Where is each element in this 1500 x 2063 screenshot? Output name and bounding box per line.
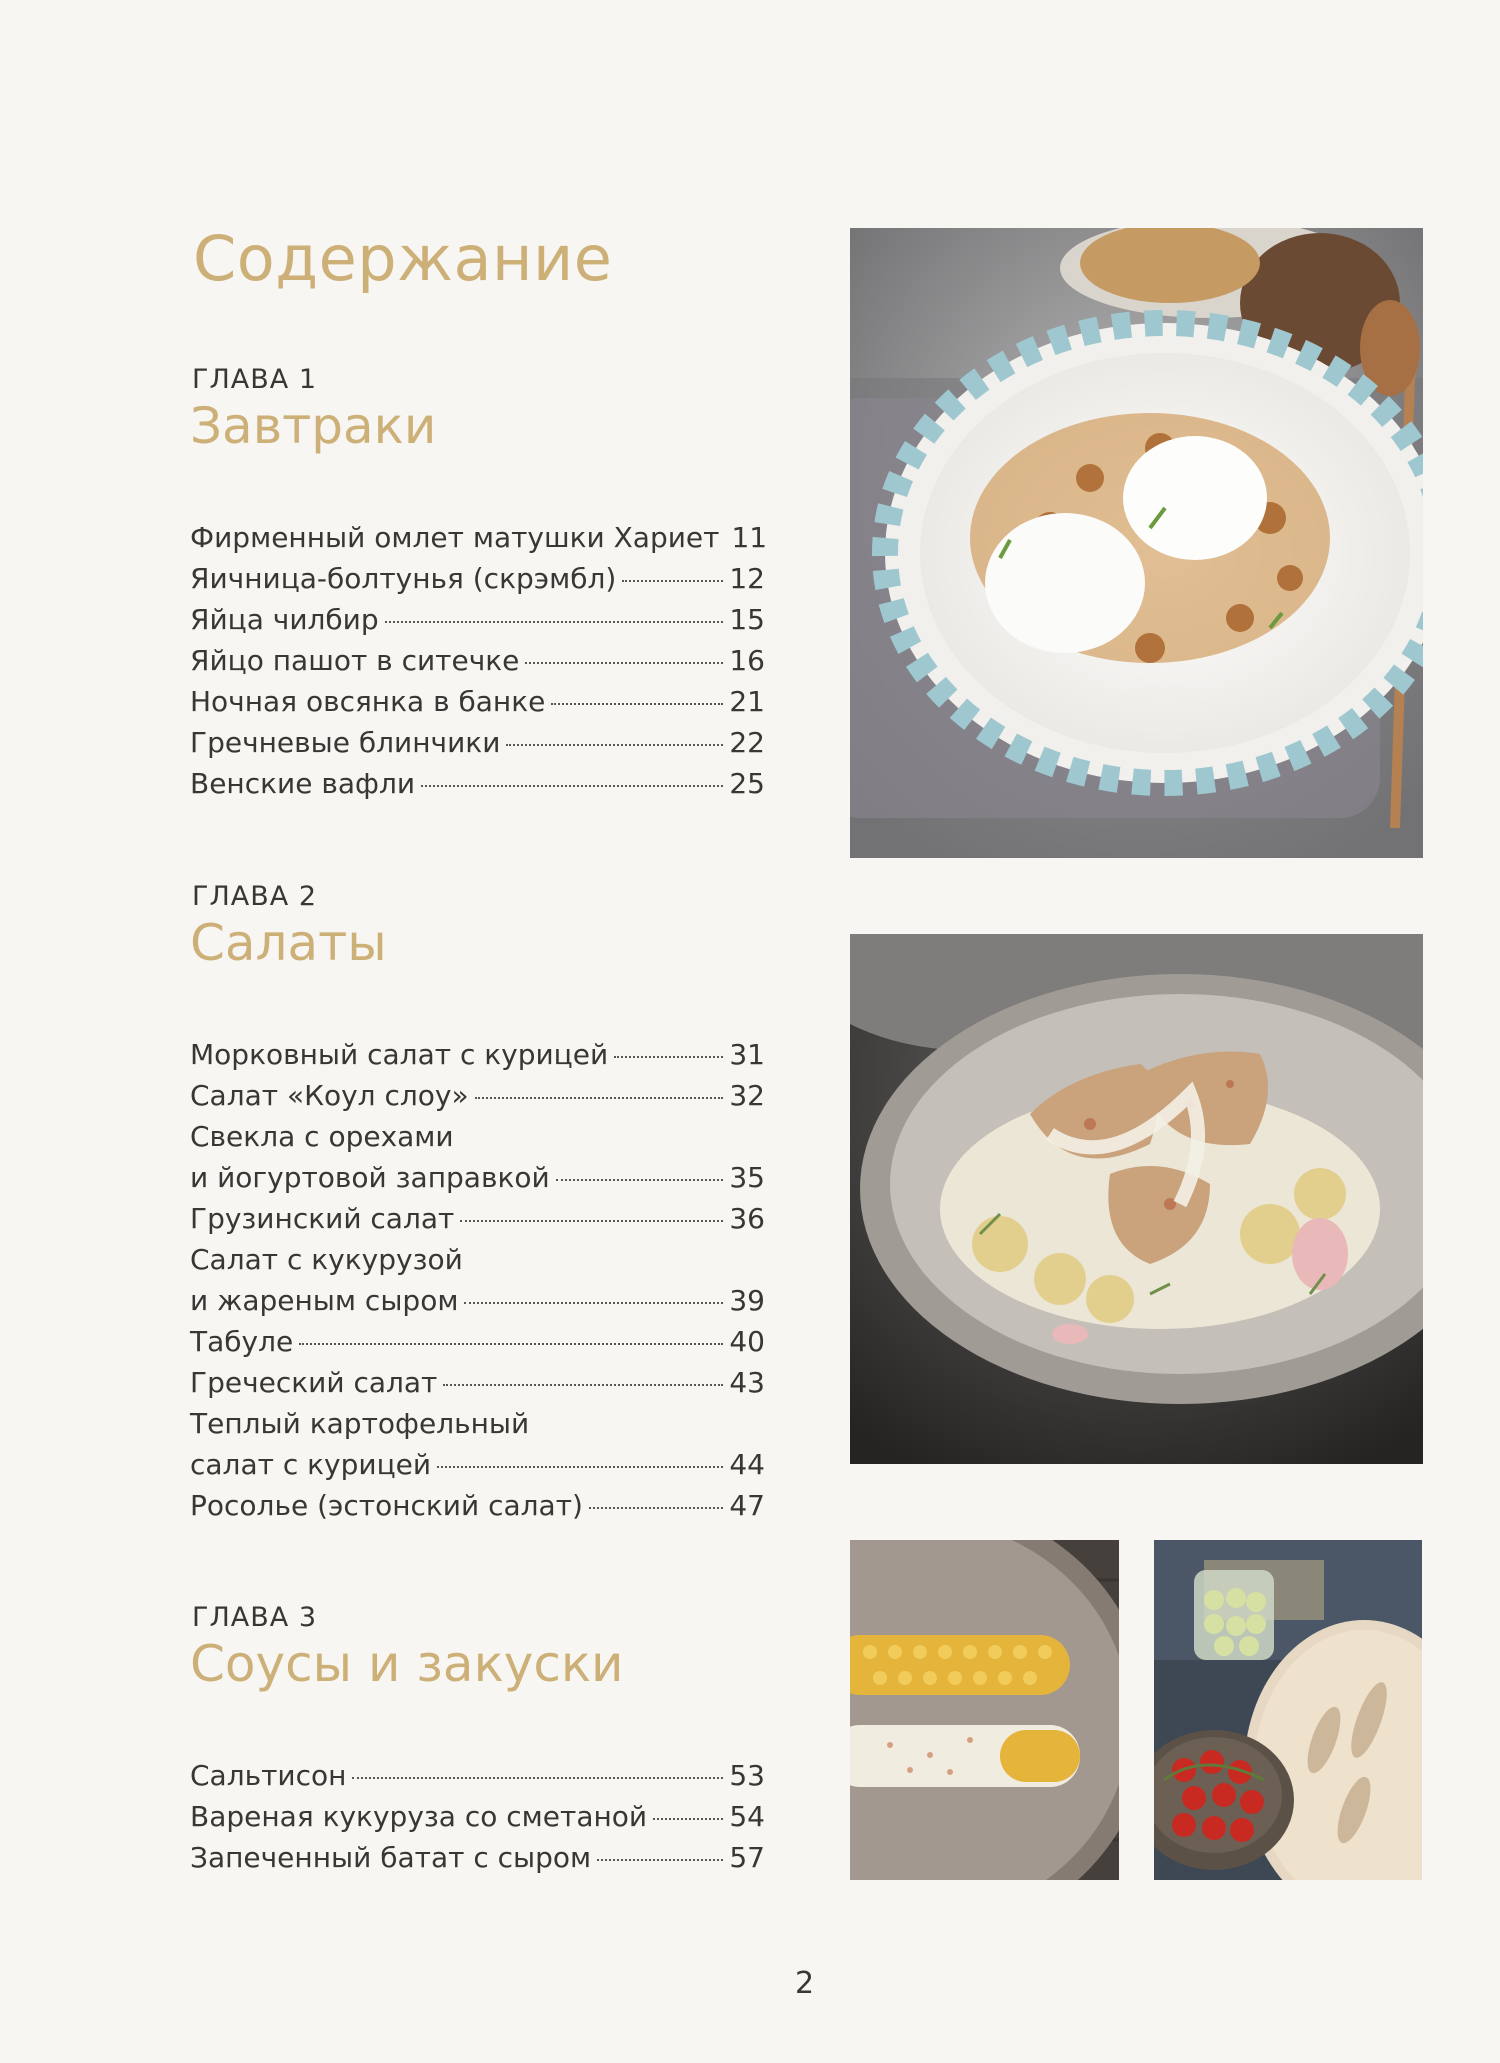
toc-entry[interactable]	[190, 1198, 765, 1239]
toc-entry-title: салат с курицей	[190, 1448, 432, 1481]
chapter-name: Соусы и закуски	[190, 1635, 624, 1693]
toc-entry[interactable]	[190, 1157, 765, 1198]
dot-leader	[589, 1507, 723, 1509]
toc-entry-title: и йогуртовой заправкой	[190, 1161, 550, 1194]
toc-entry-page: 31	[729, 1038, 765, 1071]
toc-entry[interactable]	[190, 1034, 765, 1075]
dot-leader	[475, 1097, 724, 1099]
toc-entry[interactable]	[190, 1485, 765, 1526]
dot-leader	[597, 1859, 723, 1861]
dot-leader	[622, 580, 723, 582]
toc-entry[interactable]	[190, 1796, 765, 1837]
toc-entry-title: Греческий салат	[190, 1366, 438, 1399]
toc-entry[interactable]	[190, 1444, 765, 1485]
toc-entry[interactable]	[190, 1075, 765, 1116]
toc-entry-title-line: Салат с кукурузой	[190, 1243, 463, 1276]
toc-entry-page: 32	[729, 1079, 765, 1112]
chapter-salads	[190, 881, 765, 1526]
chapter-entries	[190, 1755, 765, 1878]
toc-entry-page: 11	[731, 521, 768, 554]
toc-entry-page: 21	[729, 685, 765, 718]
page-number: 2	[795, 1966, 815, 2001]
toc-entry[interactable]	[190, 517, 768, 558]
dot-leader	[525, 662, 723, 664]
toc-entry-page: 16	[729, 644, 765, 677]
appetizers-photo	[1154, 1540, 1422, 1880]
toc-entry-title: Запеченный батат с сыром	[190, 1841, 592, 1874]
chapter-label: ГЛАВА 3	[192, 1602, 317, 1633]
chicken-salad-photo	[850, 934, 1423, 1464]
toc-entry-title: Венские вафли	[190, 767, 416, 800]
dot-leader	[443, 1384, 723, 1386]
dot-leader	[421, 785, 723, 787]
toc-entry[interactable]	[190, 640, 765, 681]
dot-leader	[299, 1343, 723, 1345]
toc-entry-title: Яйца чилбир	[190, 603, 379, 636]
toc-entry[interactable]	[190, 558, 765, 599]
toc-entry-title: Яйцо пашот в ситечке	[190, 644, 520, 677]
chapter-name: Завтраки	[190, 397, 437, 455]
poached-eggs-photo	[850, 228, 1423, 858]
toc-entry-page: 36	[729, 1202, 765, 1235]
toc-entry-title-line: Свекла с орехами	[190, 1120, 454, 1153]
toc-entry[interactable]	[190, 1362, 765, 1403]
toc-entry[interactable]	[190, 1837, 765, 1878]
toc-entry-page: 12	[729, 562, 765, 595]
toc-entry[interactable]	[190, 1755, 765, 1796]
toc-entry-title: Морковный салат с курицей	[190, 1038, 609, 1071]
toc-entry-page: 43	[729, 1366, 765, 1399]
toc-entry-page: 22	[729, 726, 765, 759]
toc-entry-page: 47	[729, 1489, 765, 1522]
chapter-label: ГЛАВА 2	[192, 881, 317, 912]
toc-entry-title: Ночная овсянка в банке	[190, 685, 546, 718]
page-title: Содержание	[193, 222, 613, 295]
toc-entry-title: Вареная кукуруза со сметаной	[190, 1800, 648, 1833]
toc-entry-page: 35	[729, 1161, 765, 1194]
toc-entry-title: Сальтисон	[190, 1759, 347, 1792]
toc-entry-title: Фирменный омлет матушки Хариет	[190, 521, 720, 554]
toc-entry[interactable]	[190, 1280, 765, 1321]
toc-entry-page: 25	[729, 767, 765, 800]
toc-entry-title: Росолье (эстонский салат)	[190, 1489, 583, 1522]
chapter-label: ГЛАВА 1	[192, 364, 317, 395]
toc-entry-title: Салат «Коул слоу»	[190, 1079, 469, 1112]
toc-entry-page: 39	[729, 1284, 765, 1317]
toc-entry[interactable]	[190, 763, 765, 804]
toc-entry[interactable]	[190, 681, 765, 722]
toc-entry-page: 40	[729, 1325, 765, 1358]
toc-entry-title: Гречневые блинчики	[190, 726, 501, 759]
dot-leader	[653, 1818, 723, 1820]
toc-entry-title: и жареным сыром	[190, 1284, 459, 1317]
toc-entry-page: 57	[729, 1841, 765, 1874]
toc-entry-title: Грузинский салат	[190, 1202, 455, 1235]
toc-entry-page: 15	[729, 603, 765, 636]
chapter-entries	[190, 517, 768, 804]
toc-entry[interactable]	[190, 1321, 765, 1362]
chapter-breakfasts	[190, 364, 768, 804]
toc-entry-page: 54	[729, 1800, 765, 1833]
chapter-entries	[190, 1034, 765, 1526]
toc-entry-page: 53	[729, 1759, 765, 1792]
dot-leader	[614, 1056, 723, 1058]
dot-leader	[464, 1302, 723, 1304]
toc-entry-title: Яичница-болтунья (скрэмбл)	[190, 562, 617, 595]
toc-entry[interactable]	[190, 722, 765, 763]
dot-leader	[551, 703, 723, 705]
toc-entry-page: 44	[729, 1448, 765, 1481]
toc-entry-title-line: Теплый картофельный	[190, 1407, 530, 1440]
corn-photo	[850, 1540, 1119, 1880]
dot-leader	[506, 744, 723, 746]
dot-leader	[556, 1179, 724, 1181]
chapter-sauces-snacks	[190, 1602, 765, 1878]
dot-leader	[385, 621, 724, 623]
dot-leader	[437, 1466, 723, 1468]
dot-leader	[352, 1777, 723, 1779]
toc-entry-title: Табуле	[190, 1325, 294, 1358]
chapter-name: Салаты	[190, 914, 387, 972]
toc-entry[interactable]	[190, 599, 765, 640]
dot-leader	[460, 1220, 723, 1222]
